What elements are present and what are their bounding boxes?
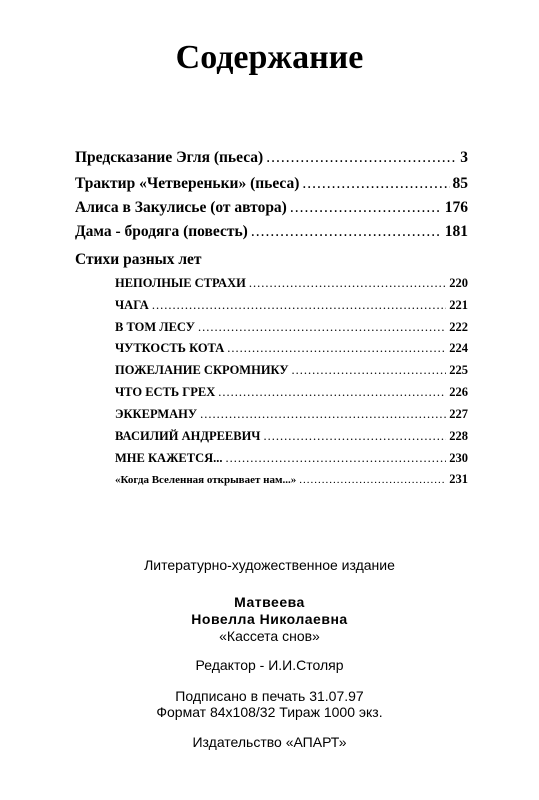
toc-poem-entry	[115, 470, 468, 489]
dot-leader	[299, 471, 446, 489]
dot-leader	[200, 405, 446, 423]
format-print-run: Формат 84x108/32 Тираж 1000 экз.	[156, 704, 383, 720]
toc-poem-entry	[115, 383, 468, 401]
page-title: Содержание	[175, 39, 364, 76]
poem-page: 225	[449, 363, 468, 377]
poem-title: ЧТО ЕСТЬ ГРЕХ	[115, 385, 216, 399]
poem-title: ЧУТКОСТЬ КОТА	[115, 341, 225, 355]
toc-entry-title: Дама - бродяга (повесть)	[75, 223, 248, 240]
toc-entry-title: Алиса в Закулисье (от автора)	[75, 199, 287, 216]
dot-leader	[302, 174, 449, 194]
toc-entry-page: 3	[460, 149, 468, 166]
toc-poem-entry	[115, 274, 468, 292]
poem-page: 222	[449, 320, 468, 334]
dot-leader	[263, 427, 446, 445]
poem-page: 227	[449, 407, 468, 421]
toc-entry-page: 181	[444, 223, 468, 240]
toc-poem-entry	[115, 339, 468, 357]
book-title: «Кассета снов»	[219, 628, 320, 644]
publisher: Издательство «АПАРТ»	[192, 734, 347, 750]
author-surname: Матвеева	[234, 594, 305, 610]
toc-entry	[75, 174, 468, 194]
poem-page: 221	[449, 298, 468, 312]
edition-type: Литературно-художественное издание	[144, 557, 395, 573]
section-heading: Стихи разных лет	[75, 251, 202, 268]
poem-title: МНЕ КАЖЕТСЯ...	[115, 451, 223, 465]
dot-leader	[152, 296, 446, 314]
poem-page: 231	[449, 472, 468, 486]
dot-leader	[251, 222, 442, 242]
poem-page: 224	[449, 341, 468, 355]
dot-leader	[226, 449, 447, 467]
poem-title: ВАСИЛИЙ АНДРЕЕВИЧ	[115, 429, 261, 443]
toc-entry-page: 176	[444, 199, 468, 216]
poem-title: ПОЖЕЛАНИЕ СКРОМНИКУ	[115, 363, 289, 377]
toc-entry-title: Предсказание Эгля (пьеса)	[75, 149, 264, 166]
poem-title: В ТОМ ЛЕСУ	[115, 320, 195, 334]
toc-entry	[75, 198, 468, 218]
toc-poem-entry	[115, 318, 468, 336]
toc-poem-entry	[115, 449, 468, 467]
toc-entry-title: Трактир «Четвереньки» (пьеса)	[75, 175, 300, 192]
toc-entry	[75, 222, 468, 242]
dot-leader	[266, 148, 457, 168]
poem-page: 228	[449, 429, 468, 443]
dot-leader	[290, 198, 442, 218]
dot-leader	[198, 318, 446, 336]
toc-poem-entry	[115, 405, 468, 423]
poem-page: 230	[449, 451, 468, 465]
poem-page: 226	[449, 385, 468, 399]
dot-leader	[218, 383, 446, 401]
poem-page: 220	[449, 276, 468, 290]
dot-leader	[292, 361, 447, 379]
poem-title: ЭККЕРМАНУ	[115, 407, 198, 421]
toc-poem-entry	[115, 361, 468, 379]
author-name: Новелла Николаевна	[191, 611, 348, 627]
editor-credit: Редактор - И.И.Столяр	[195, 657, 344, 673]
signed-to-print: Подписано в печать 31.07.97	[175, 688, 364, 704]
toc-entry-page: 85	[452, 175, 468, 192]
toc-poem-entry	[115, 296, 468, 314]
poem-title: НЕПОЛНЫЕ СТРАХИ	[115, 276, 246, 290]
dot-leader	[249, 274, 446, 292]
dot-leader	[227, 339, 446, 357]
poem-title: ЧАГА	[115, 298, 149, 312]
toc-entry	[75, 148, 468, 168]
toc-poem-entry	[115, 427, 468, 445]
poem-title: «Когда Вселенная открывает нам...»	[115, 474, 297, 486]
